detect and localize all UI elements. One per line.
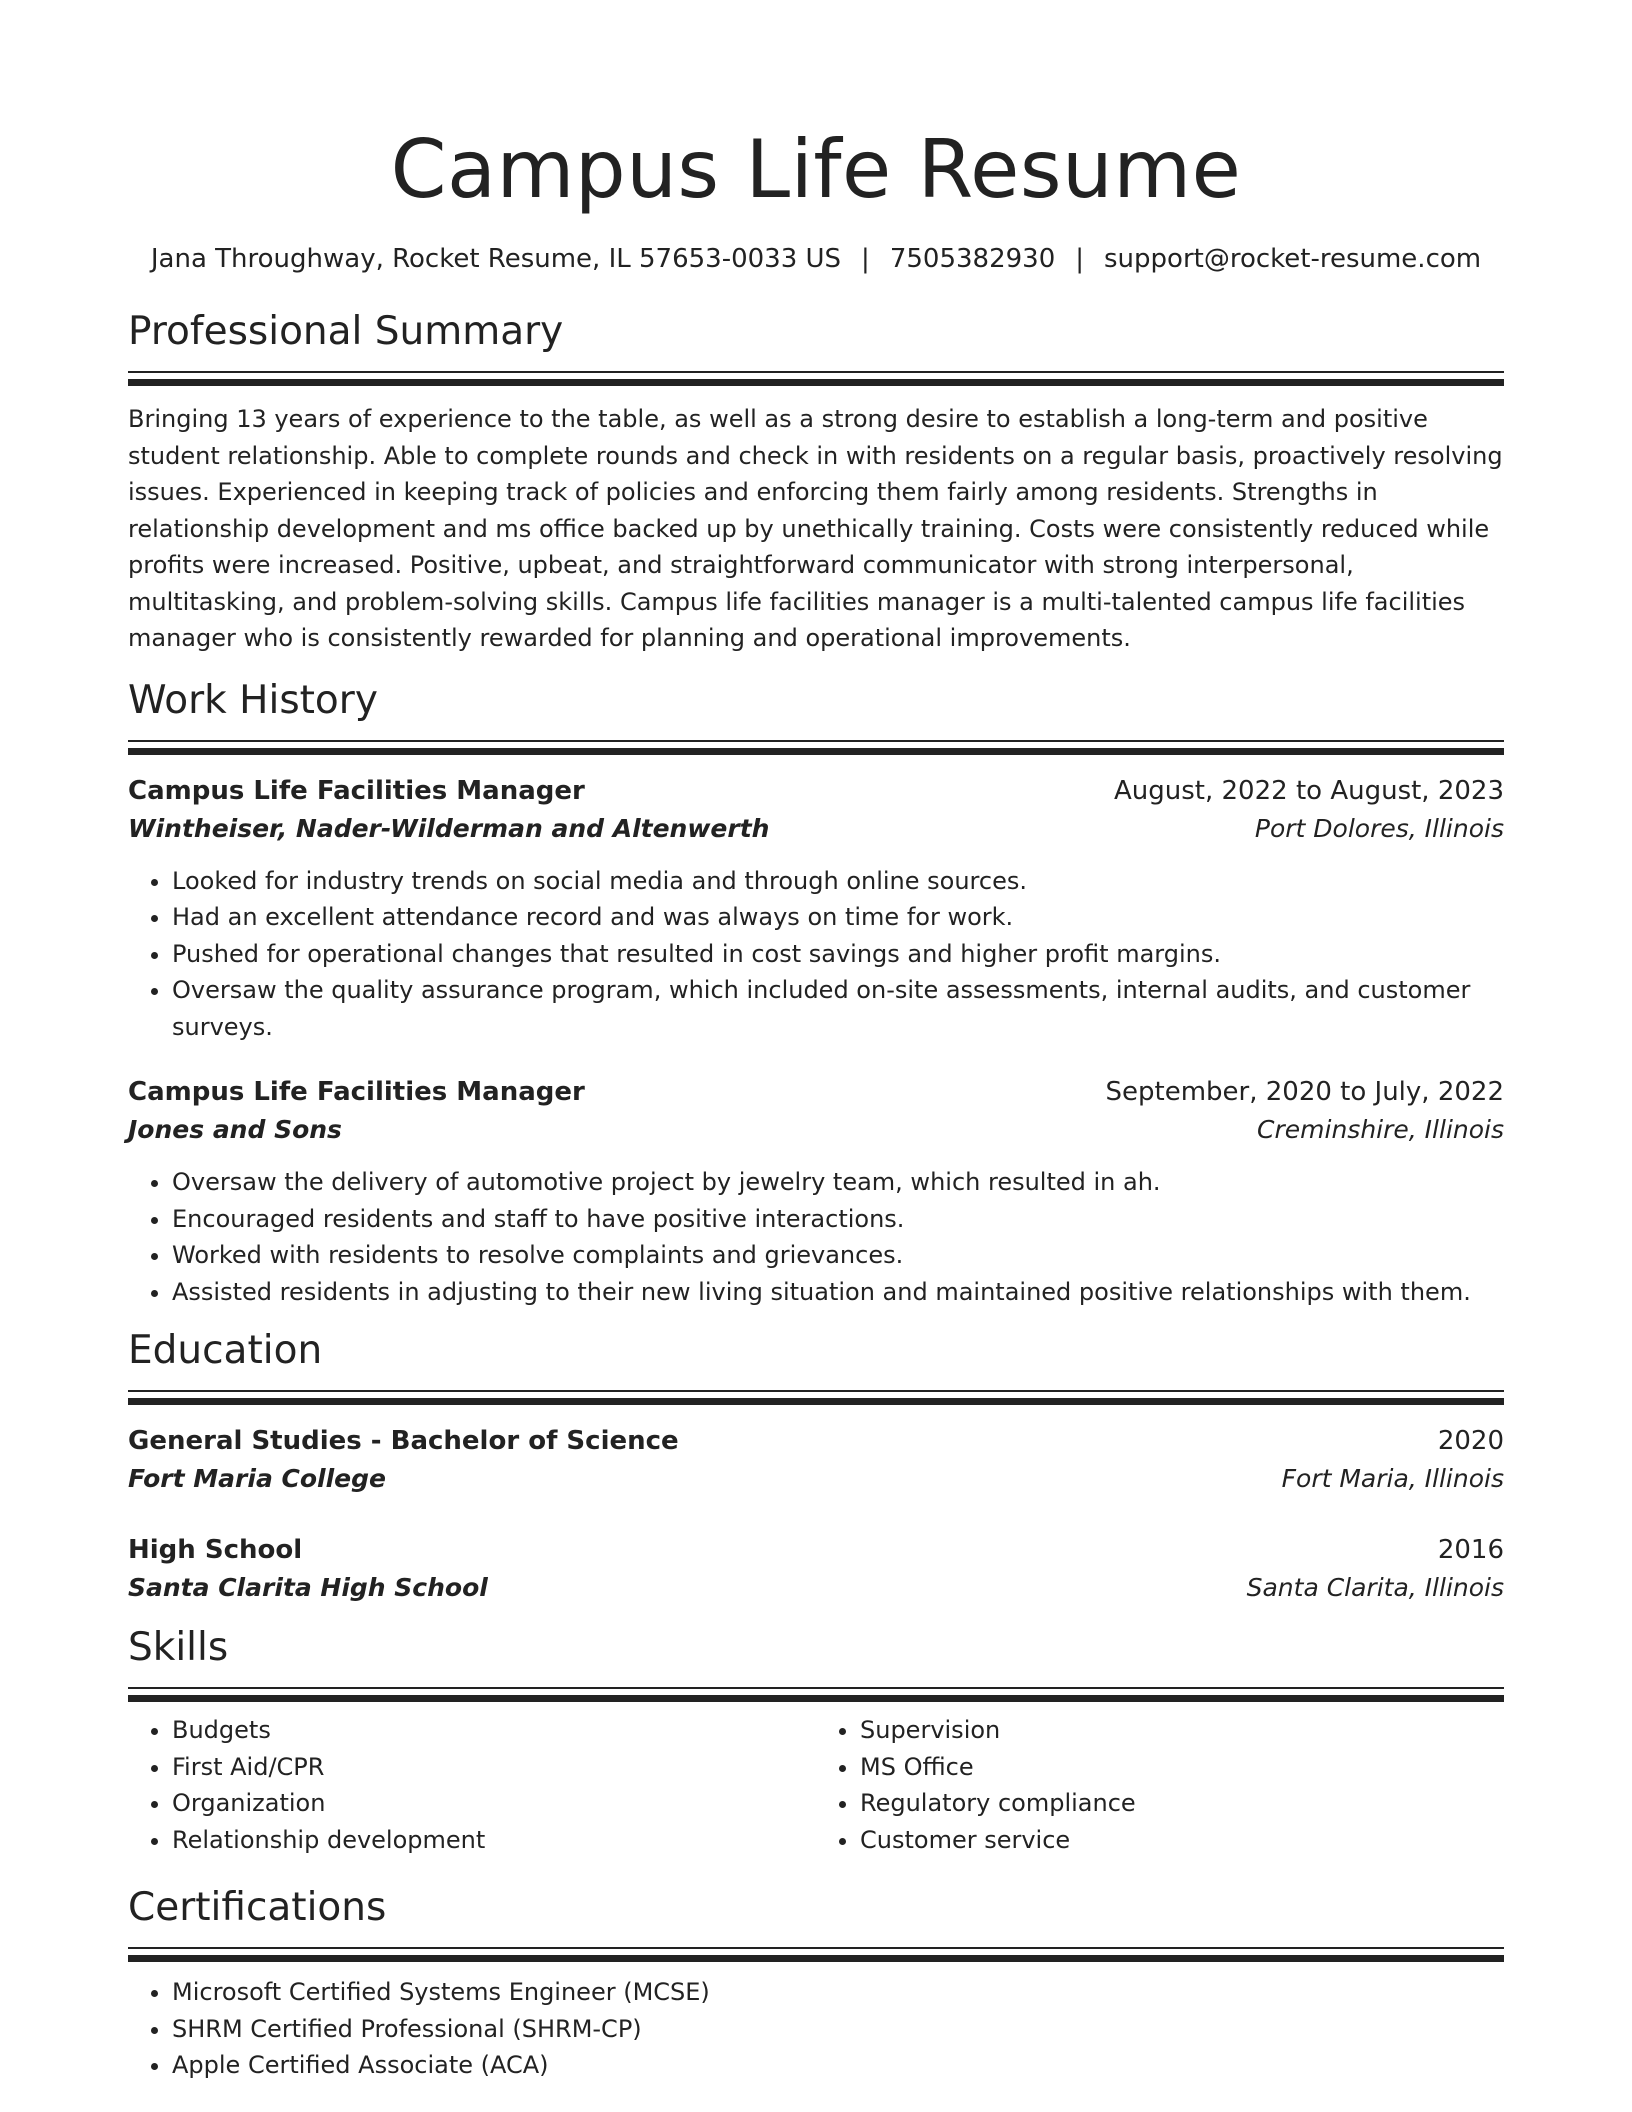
skill-item: • Organization [172,1785,816,1822]
section-heading: Skills [128,1625,229,1670]
job-bullet: • Encouraged residents and staff to have positive interactions. [172,1201,1504,1238]
section-certifications [128,1883,1504,2084]
education-year: 2020 [1437,1426,1504,1456]
education-school: Santa Clarita High School [128,1573,488,1602]
certification-item: • Apple Certified Associate (ACA) [172,2047,1504,2084]
skill-item: • Regulatory compliance [860,1785,1504,1822]
education-year: 2016 [1437,1535,1504,1565]
skills-list-left [128,1712,816,1858]
job-bullet: • Assisted residents in adjusting to their new living situation and maintained positive relationships with them. [172,1274,1504,1311]
job-entry [128,772,1504,1046]
section-divider [128,748,1504,755]
education-degree: High School [128,1535,303,1565]
section-divider [128,1695,1504,1702]
section-divider [128,1398,1504,1405]
summary-text: Bringing 13 years of experience to the table, as well as a strong desire to establish a long-term and positive student relationship. Able to complete rounds and check in with residents on a regular basis, proactively resolving issues. Experienced in keeping track of policies and enforcing them fairly among residents. Strengths in relationship development and ms office backed up by unethically training. Costs were consistently reduced while profits were increased. Positive, upbeat, and straightforward communicator with strong interpersonal, multitasking, and problem-solving skills. Campus life facilities manager is a multi-talented campus life facilities manager who is consistently rewarded for planning and operational improvements. [128,405,1503,652]
job-bullets [128,863,1504,1046]
job-title: Campus Life Facilities Manager [128,1077,585,1107]
skill-item: • Customer service [860,1822,1504,1859]
job-bullet: • Had an excellent attendance record and was always on time for work. [172,899,1504,936]
contact-phone: 7505382930 [889,244,1056,274]
certifications-list [128,1974,1504,2084]
skills-columns [128,1712,1504,1858]
contact-email: support@rocket-resume.com [1104,244,1482,274]
job-bullet: • Oversaw the quality assurance program, which included on-site assessments, internal audits, and customer surveys. [172,972,1504,1045]
education-degree: General Studies - Bachelor of Science [128,1426,679,1456]
job-employer: Jones and Sons [128,1115,342,1144]
section-divider [128,371,1504,373]
job-bullet: • Worked with residents to resolve complaints and grievances. [172,1237,1504,1274]
job-bullets [128,1164,1504,1310]
section-work-history [128,676,1504,1311]
section-heading: Professional Summary [128,309,564,354]
section-divider [128,379,1504,386]
section-summary [128,307,1504,657]
job-bullet: • Pushed for operational changes that resulted in cost savings and higher profit margins. [172,936,1504,973]
contact-separator: | [1075,244,1084,274]
education-entry [128,1422,1504,1498]
job-title: Campus Life Facilities Manager [128,775,585,806]
skill-item: • Relationship development [172,1822,816,1859]
skill-item: • MS Office [860,1749,1504,1786]
job-entry [128,1073,1504,1310]
contact-line [128,242,1504,276]
job-employer: Wintheiser, Nader-Wilderman and Altenwerth [128,813,770,843]
certification-item: • Microsoft Certified Systems Engineer (MCSE) [172,1974,1504,2011]
education-location: Fort Maria, Illinois [1281,1464,1504,1493]
job-dates: September, 2020 to July, 2022 [1105,1077,1504,1107]
education-location: Santa Clarita, Illinois [1246,1573,1504,1602]
job-bullet: • Looked for industry trends on social media and through online sources. [172,863,1504,900]
section-education [128,1326,1504,1607]
education-school: Fort Maria College [128,1464,386,1493]
skills-list-right [816,1712,1504,1858]
section-skills [128,1623,1504,1858]
section-heading: Education [128,1328,323,1373]
job-location: Port Dolores, Illinois [1254,813,1504,843]
skill-item: • Budgets [172,1712,816,1749]
section-heading: Certifications [128,1885,387,1930]
skill-item: • First Aid/CPR [172,1749,816,1786]
certification-item: • SHRM Certified Professional (SHRM-CP) [172,2011,1504,2048]
resume-title: Campus Life Resume [390,123,1242,216]
contact-separator: | [861,244,870,274]
contact-address: Jana Throughway, Rocket Resume, IL 57653-0033 US [150,244,842,274]
education-entry [128,1531,1504,1607]
section-heading: Work History [128,677,378,723]
job-dates: August, 2022 to August, 2023 [1114,775,1504,806]
section-divider [128,1687,1504,1689]
skill-item: • Supervision [860,1712,1504,1749]
section-divider [128,740,1504,742]
job-location: Creminshire, Illinois [1257,1115,1504,1144]
job-bullet: • Oversaw the delivery of automotive project by jewelry team, which resulted in ah. [172,1164,1504,1201]
section-divider [128,1947,1504,1949]
section-divider [128,1955,1504,1962]
section-divider [128,1390,1504,1392]
